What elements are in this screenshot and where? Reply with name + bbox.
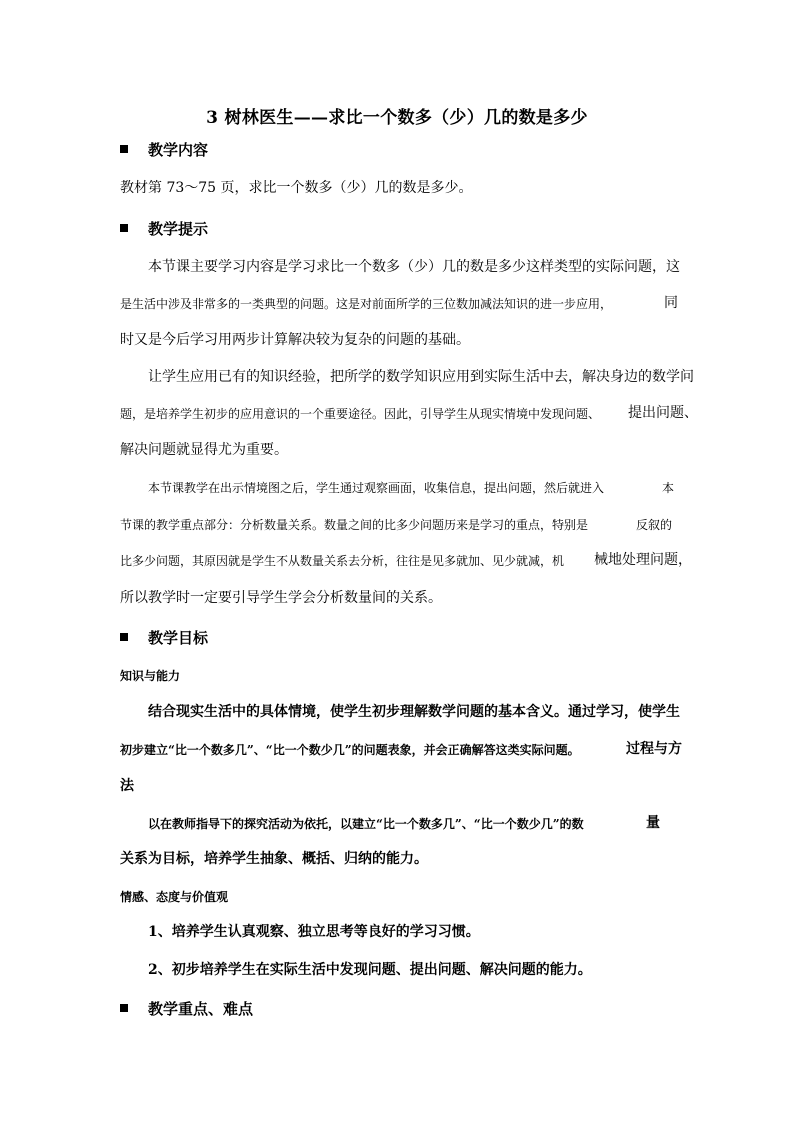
section-heading-label: 教学重点、难点 (148, 1000, 254, 1018)
paragraph-line: 关系为目标，培养学生抽象、概括、归纳的能力。 (120, 851, 428, 867)
section-heading-content (120, 139, 208, 160)
list-item: 2、初步培养学生在实际生活中发现问题、提出问题、解决问题的能力。 (148, 962, 592, 978)
paragraph-line (120, 295, 612, 313)
paragraph-line: 本节课主要学习内容是学习求比一个数多（少）几的数是多少这样类型的实际问题，这 (148, 259, 680, 275)
section-heading-label: 教学内容 (148, 141, 209, 159)
paragraph-line: 节课的教学重点部分：分析数量关系。数量之间的比多少问题历来是学习的重点，特别是 (120, 518, 589, 532)
square-bullet-icon (120, 633, 128, 641)
paragraph-line-tail: 本 (662, 481, 675, 495)
paragraph-line-text: 是生活中涉及非常多的一类典型的问题。这是对前面所学的三位数加减法知识的进一步应用， (120, 297, 613, 311)
section-heading-label: 教学提示 (148, 220, 209, 238)
square-bullet-icon (120, 224, 128, 232)
section-heading-goals (120, 627, 208, 648)
section-heading-key (120, 998, 253, 1019)
paragraph-line: 结合现实生活中的具体情境，使学生初步理解数学问题的基本含义。通过学习，使学生 (148, 704, 680, 720)
paragraph-line: 解决问题就显得尤为重要。 (120, 442, 288, 458)
section-heading-label: 教学目标 (148, 629, 209, 647)
paragraph-line: 以在教师指导下的探究活动为依托，以建立“比一个数多几”、“比一个数少几”的数 (148, 817, 584, 831)
subheading-emotion: 情感、态度与价值观 (120, 890, 229, 904)
paragraph-line: 让学生应用已有的知识经验，把所学的数学知识应用到实际生活中去，解决身边的数学问 (148, 369, 694, 385)
square-bullet-icon (120, 1004, 128, 1012)
list-item: 1、培养学生认真观察、独立思考等良好的学习习惯。 (148, 924, 480, 940)
section-heading-tips (120, 218, 208, 239)
paragraph-line-tail: 反叙的 (636, 518, 673, 532)
subheading-process-end: 法 (120, 778, 134, 794)
paragraph-line-tail: 同 (664, 295, 678, 311)
content-text: 教材第 73～75 页，求比一个数多（少）几的数是多少。 (120, 180, 473, 196)
paragraph-line-tail: 提出问题、 (628, 405, 698, 421)
subheading-knowledge: 知识与能力 (120, 669, 181, 683)
paragraph-line-tail: 械地处理问题， (594, 552, 692, 568)
paragraph-line: 本节课教学在出示情境图之后，学生通过观察画面，收集信息，提出问题，然后就进入 (148, 481, 605, 495)
subheading-process-start: 过程与方 (626, 741, 682, 757)
paragraph-line: 初步建立“比一个数多几”、“比一个数少几”的问题表象，并会正确解答这类实际问题。 (120, 743, 580, 757)
paragraph-line: 比多少问题，其原因就是学生不从数量关系去分析，往往是见多就加、见少就减，机 (120, 554, 565, 568)
paragraph-line-tail: 量 (646, 815, 660, 831)
square-bullet-icon (120, 145, 128, 153)
paragraph-line: 题，是培养学生初步的应用意识的一个重要途径。因此，引导学生从现实情境中发现问题、 (120, 407, 601, 421)
document-title: 3 树林医生——求比一个数多（少）几的数是多少 (206, 108, 588, 128)
paragraph-line: 所以教学时一定要引导学生学会分析数量间的关系。 (120, 590, 442, 606)
paragraph-line: 时又是今后学习用两步计算解决较为复杂的问题的基础。 (120, 332, 470, 348)
